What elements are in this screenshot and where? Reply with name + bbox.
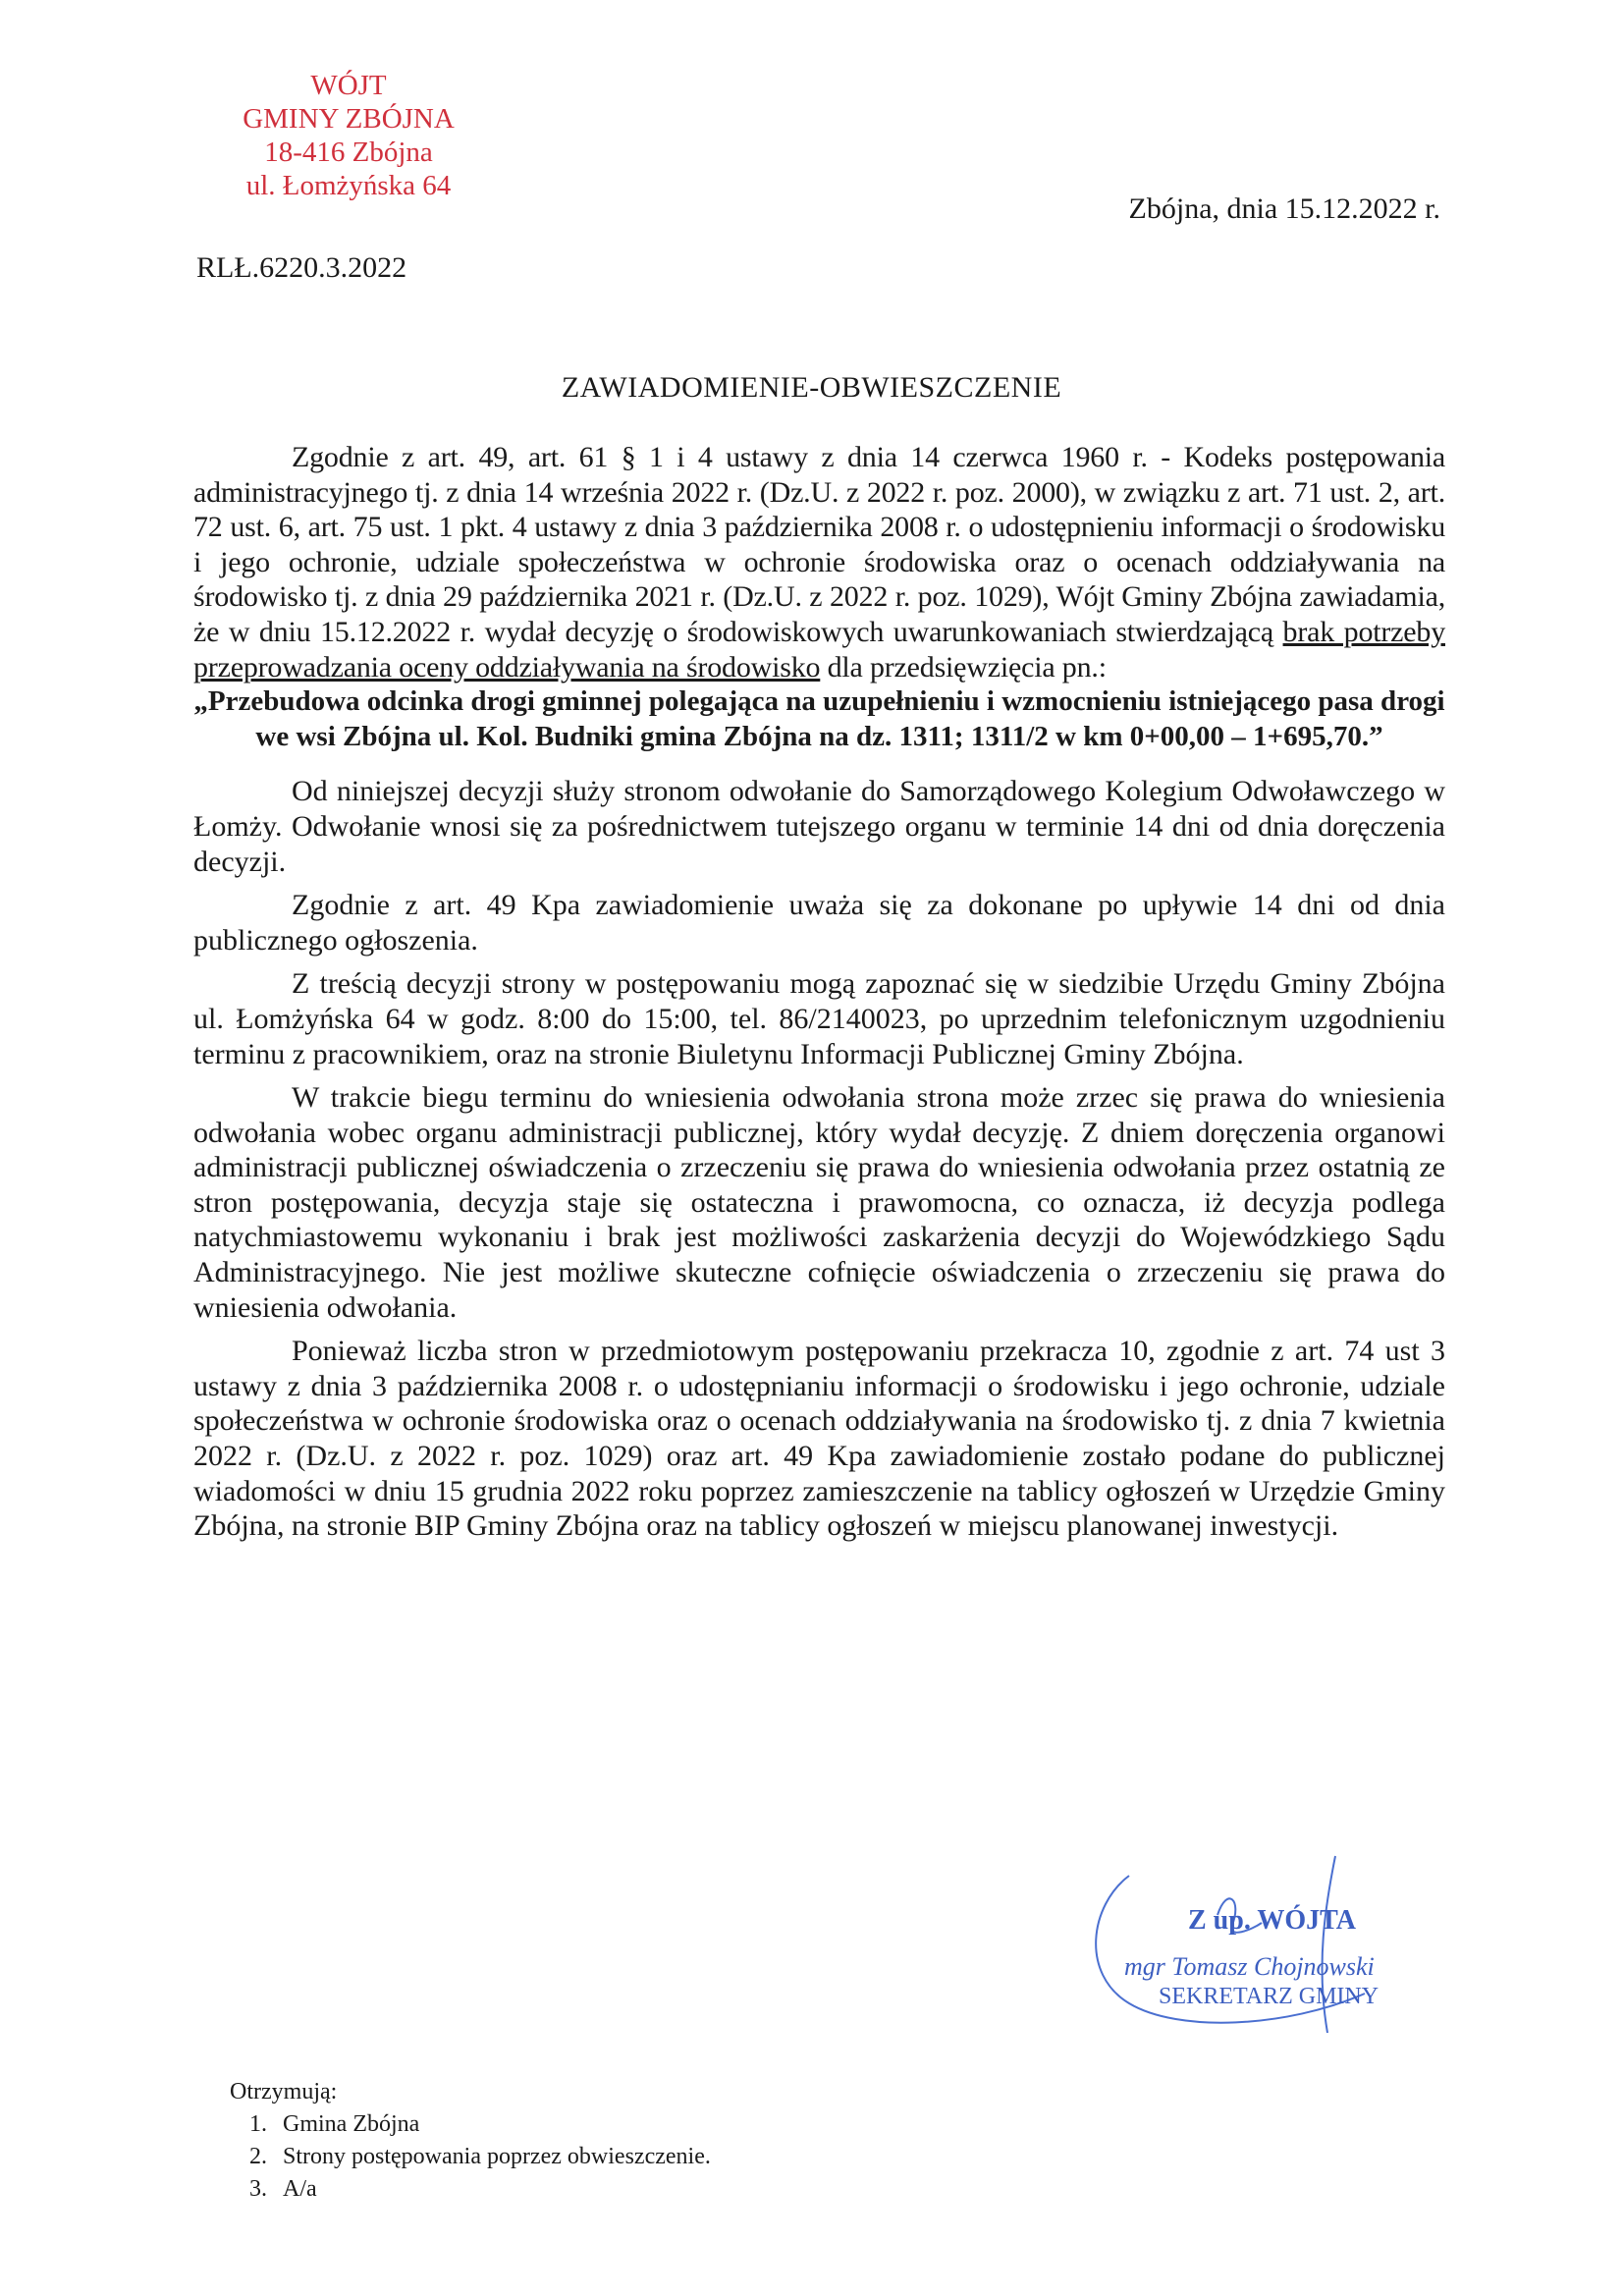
signature-line-3: SEKRETARZ GMINY	[1159, 1984, 1380, 2009]
recipients-list	[230, 2076, 711, 2206]
recipient-item: 2. Strony postępowania poprzez obwieszczenie.	[273, 2141, 711, 2173]
paragraph-legal-basis-text: Zgodnie z art. 49, art. 61 § 1 i 4 ustawy z dnia 14 czerwca 1960 r. - Kodeks postępowania administracyjnego tj. z dnia 14 września 2022 r. (Dz.U. z 2022 r. poz. 2000), w związku z art. 71 ust. 2, art. 72 ust. 6, art. 75 ust. 1 pkt. 4 ustawy z dnia 3 października 2008 r. o udostępnieniu informacji o środowisku i jego ochronie, udziale społeczeństwa w ochronie środowiska oraz o ocenach oddziaływania na środowisko tj. z dnia 29 października 2021 r. (Dz.U. z 2022 r. poz. 1029), Wójt Gminy Zbójna zawiadamia, że w dniu 15.12.2022 r. wydał decyzję o środowiskowych uwarunkowaniach stwierdzającą	[193, 441, 1445, 648]
handwritten-signature	[1070, 1846, 1424, 2043]
document-title: ZAWIADOMIENIE-OBWIESZCZENIE	[561, 371, 1062, 404]
stamp-line-1: WÓJT	[310, 70, 387, 101]
paragraph-waiver: W trakcie biegu terminu do wniesienia odwołania strona może zrzec się prawa do wniesienia odwołania wobec organu administracji publicznej, który wydał decyzję. Z dniem doręczenia organowi administracji publicznej oświadczenia o zrzeczeniu się prawa do wniesienia odwołania przez ostatnią ze stron postępowania, decyzja staje się ostateczna i prawomocna, co oznacza, iż decyzja podlega natychmiastowemu wykonaniu i brak jest możliwości zaskarżenia decyzji do Wojewódzkiego Sądu Administracyjnego. Nie jest możliwe skuteczne cofnięcie oświadczenia o zrzeczeniu się prawa do wniesienia odwołania.	[193, 1081, 1445, 1324]
recipient-item: 1. Gmina Zbójna	[273, 2108, 711, 2141]
signature-line-2: mgr Tomasz Chojnowski	[1124, 1952, 1375, 1981]
reference-number: RLŁ.6220.3.2022	[196, 251, 407, 284]
signature-line-1: Z up. WÓJTA	[1188, 1905, 1356, 1936]
paragraph-appeal: Od niniejszej decyzji służy stronom odwołanie do Samorządowego Kolegium Odwoławczego w Łomży. Odwołanie wnosi się za pośrednictwem tutejszego organu w terminie 14 dni od dnia doręczenia decyzji.	[193, 775, 1445, 878]
document-date: Zbójna, dnia 15.12.2022 r.	[1128, 192, 1440, 225]
paragraph-notice-effective: Zgodnie z art. 49 Kpa zawiadomienie uważa się za dokonane po upływie 14 dni od dnia publicznego ogłoszenia.	[193, 889, 1445, 957]
paragraph-access: Z treścią decyzji strony w postępowaniu mogą zapoznać się w siedzibie Urzędu Gminy Zbójna ul. Łomżyńska 64 w godz. 8:00 do 15:00, tel. 86/2140023, po uprzednim telefonicznym uzgodnieniu terminu z pracownikiem, oraz na stronie Biuletynu Informacji Publicznej Gminy Zbójna.	[193, 967, 1445, 1070]
recipient-item: 3. A/a	[273, 2173, 711, 2206]
paragraph-legal-basis-tail: dla przedsięwzięcia pn.:	[820, 650, 1107, 683]
stamp-line-4: ul. Łomżyńska 64	[245, 170, 452, 201]
signature-stamp	[1070, 1846, 1424, 2043]
document-body	[193, 440, 1445, 1544]
project-name: „Przebudowa odcinka drogi gminnej polegająca na uzupełnieniu i wzmocnieniu istniejącego pasa drogi we wsi Zbójna ul. Kol. Budniki gmina Zbójna na dz. 1311; 1311/2 w km 0+00,00 – 1+695,70.”	[193, 685, 1445, 752]
stamp-line-2: GMINY ZBÓJNA	[243, 103, 455, 135]
stamp-line-3: 18-416 Zbójna	[264, 137, 433, 168]
recipients-heading: Otrzymują:	[230, 2079, 338, 2105]
paragraph-legal-basis	[193, 440, 1445, 684]
underlined-decision: brak potrzeby przeprowadzania oceny oddziaływania na środowisko	[193, 615, 1445, 683]
paragraph-publication: Ponieważ liczba stron w przedmiotowym postępowaniu przekracza 10, zgodnie z art. 74 ust 3 ustawy z dnia 3 października 2008 r. o udostępnianiu informacji o środowisku i jego ochronie, udziale społeczeństwa w ochronie środowiska oraz o ocenach oddziaływania na środowisko tj. z dnia 7 kwietnia 2022 r. (Dz.U. z 2022 r. poz. 1029) oraz art. 49 Kpa zawiadomienie zostało podane do publicznej wiadomości w dniu 15 grudnia 2022 roku poprzez zamieszczenie na tablicy ogłoszeń w Urzędzie Gminy Zbójna, na stronie BIP Gminy Zbójna oraz na tablicy ogłoszeń w miejscu planowanej inwestycji.	[193, 1335, 1445, 1543]
office-stamp	[191, 69, 506, 202]
